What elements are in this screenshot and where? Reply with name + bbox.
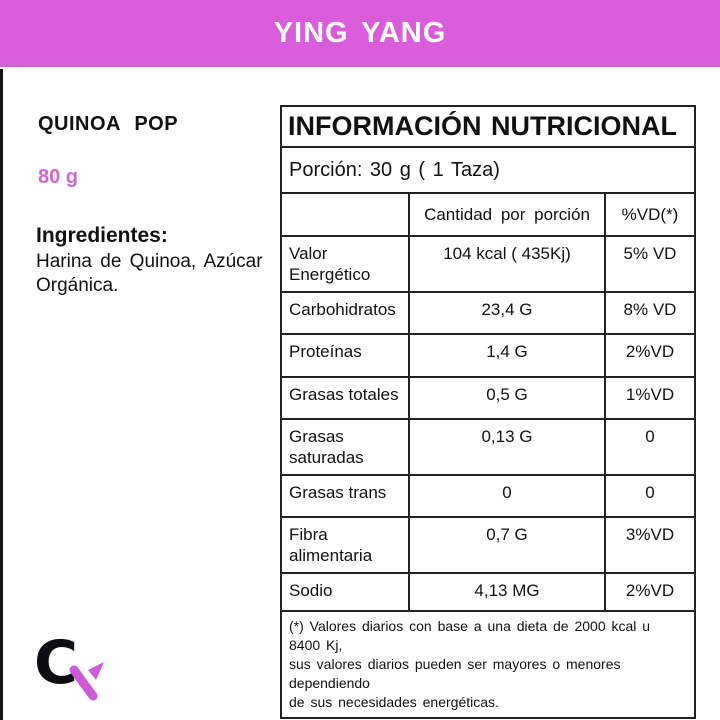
- logo-letter: C: [34, 628, 79, 698]
- brand-title: YING YANG: [273, 17, 447, 49]
- nutrient-label: Sodio: [281, 573, 409, 611]
- table-row: [281, 292, 695, 334]
- footnote-line: de sus necesidades energéticas.: [289, 694, 499, 710]
- brand-logo: [34, 628, 124, 718]
- nutrient-label: Carbohidratos: [281, 292, 409, 334]
- nutrition-table: [280, 105, 696, 719]
- nutrient-label: Fibra alimentaria: [281, 517, 409, 573]
- nutrient-amount: 0: [409, 475, 605, 517]
- nutrient-amount: 1,4 G: [409, 334, 605, 377]
- nutrient-dv: 3%VD: [605, 517, 695, 573]
- nutrient-dv: 2%VD: [605, 334, 695, 377]
- logo-leaf-icon: [68, 657, 112, 705]
- table-title: INFORMACIÓN NUTRICIONAL: [281, 106, 695, 147]
- col-header-dv: %VD(*): [605, 193, 695, 236]
- nutrient-dv: 5% VD: [605, 236, 695, 292]
- table-row: [281, 517, 695, 573]
- table-row: [281, 377, 695, 419]
- footnote-line: (*) Valores diarios con base a una dieta de 2000 kcal u 8400 Kj,: [289, 618, 651, 653]
- ingredients-label: Ingredientes:: [36, 224, 168, 247]
- table-row: [281, 236, 695, 292]
- nutrient-amount: 0,5 G: [409, 377, 605, 419]
- col-header-amount: Cantidad por porción: [409, 193, 605, 236]
- nutrient-amount: 0,7 G: [409, 517, 605, 573]
- nutrient-label: Proteínas: [281, 334, 409, 377]
- col-header-nutrient: [281, 193, 409, 236]
- nutrient-dv: 2%VD: [605, 573, 695, 611]
- portion-row: Porción: 30 g ( 1 Taza): [281, 147, 695, 193]
- product-net-weight: 80 g: [38, 166, 79, 188]
- nutrient-label: Grasas trans: [281, 475, 409, 517]
- brand-bar: [0, 0, 720, 67]
- nutrient-amount: 23,4 G: [409, 292, 605, 334]
- table-footnote: [281, 611, 695, 718]
- ingredients-text: Harina de Quinoa, Azúcar Orgánica.: [36, 251, 263, 296]
- nutrient-amount: 0,13 G: [409, 419, 605, 475]
- nutrient-dv: 0: [605, 419, 695, 475]
- nutrient-amount: 104 kcal ( 435Kj): [409, 236, 605, 292]
- table-row: [281, 419, 695, 475]
- footnote-line: sus valores diarios pueden ser mayores o menores dependiendo: [289, 656, 621, 691]
- nutrient-dv: 8% VD: [605, 292, 695, 334]
- nutrient-label: Grasas saturadas: [281, 419, 409, 475]
- product-name: QUINOA POP: [38, 113, 179, 135]
- left-edge-line: [0, 69, 3, 720]
- table-row: [281, 334, 695, 377]
- nutrient-dv: 1%VD: [605, 377, 695, 419]
- nutrient-amount: 4,13 MG: [409, 573, 605, 611]
- nutrient-dv: 0: [605, 475, 695, 517]
- nutrient-label: Valor Energético: [281, 236, 409, 292]
- table-row: [281, 573, 695, 611]
- table-row: [281, 475, 695, 517]
- nutrient-label: Grasas totales: [281, 377, 409, 419]
